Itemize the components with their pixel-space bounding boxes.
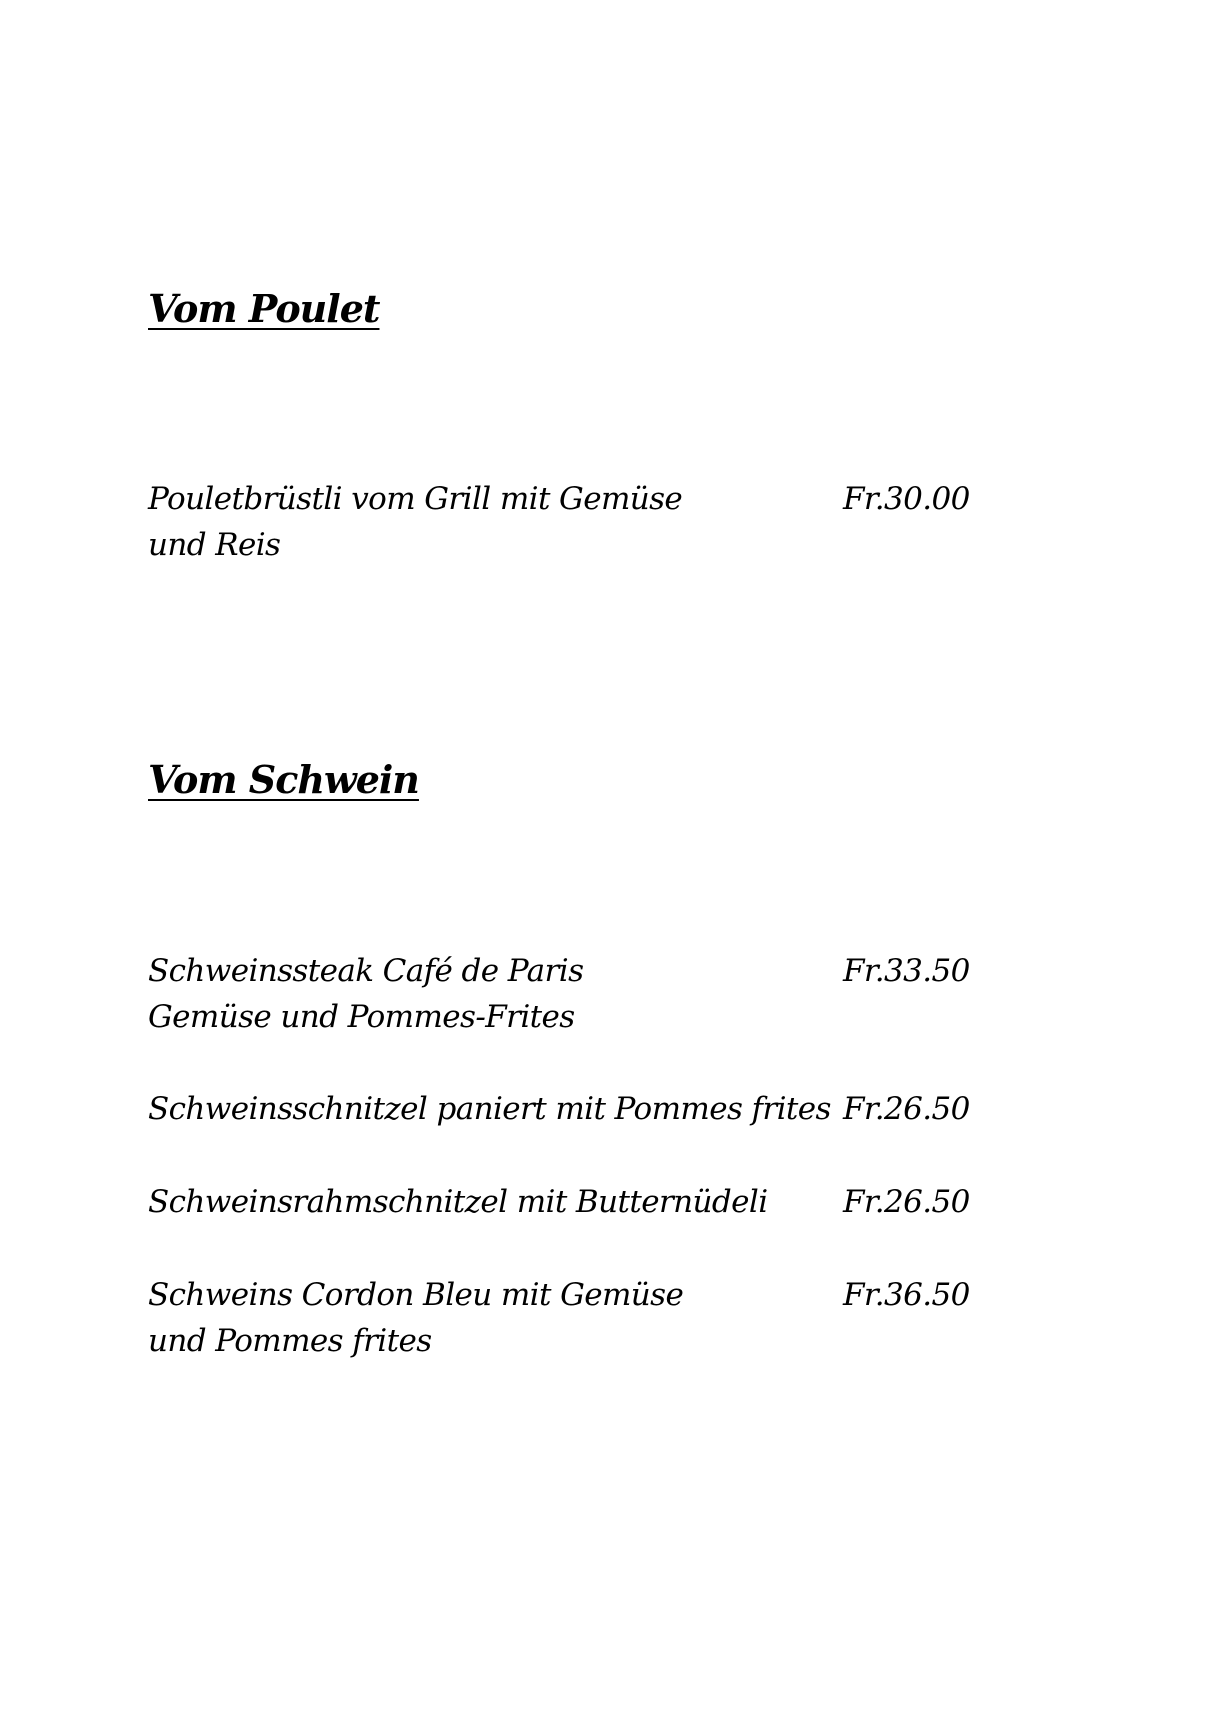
menu-item-price: Fr.33.50: [843, 953, 970, 989]
menu-item-line: Pouletbrüstli vom Grill mit Gemüse: [148, 481, 683, 517]
menu-item-price: Fr.36.50: [843, 1277, 970, 1313]
menu-item-description: [148, 1272, 683, 1364]
menu-item-description: [148, 476, 682, 568]
menu-item-line: Schweinsrahmschnitzel mit Butternüdeli: [148, 1184, 768, 1220]
menu-item-price: Fr.26.50: [843, 1091, 970, 1127]
menu-item-line: Schweinsschnitzel paniert mit Pommes frites: [148, 1091, 831, 1127]
menu-item-description: [148, 1179, 768, 1225]
section-heading-vom-poulet: Vom Poulet: [148, 286, 380, 331]
menu-item-description: [148, 948, 583, 1040]
menu-item-line: und Reis: [148, 527, 281, 563]
menu-item-line: und Pommes frites: [148, 1323, 432, 1359]
menu-item-price: Fr.30.00: [843, 481, 970, 517]
menu-item-line: Schweinssteak Café de Paris: [148, 953, 584, 989]
menu-item-price: Fr.26.50: [843, 1184, 970, 1220]
section-heading-vom-schwein: Vom Schwein: [148, 757, 419, 802]
menu-item-line: Schweins Cordon Bleu mit Gemüse: [148, 1277, 684, 1313]
menu-item-description: [148, 1086, 831, 1132]
menu-item-line: Gemüse und Pommes-Frites: [148, 999, 575, 1035]
